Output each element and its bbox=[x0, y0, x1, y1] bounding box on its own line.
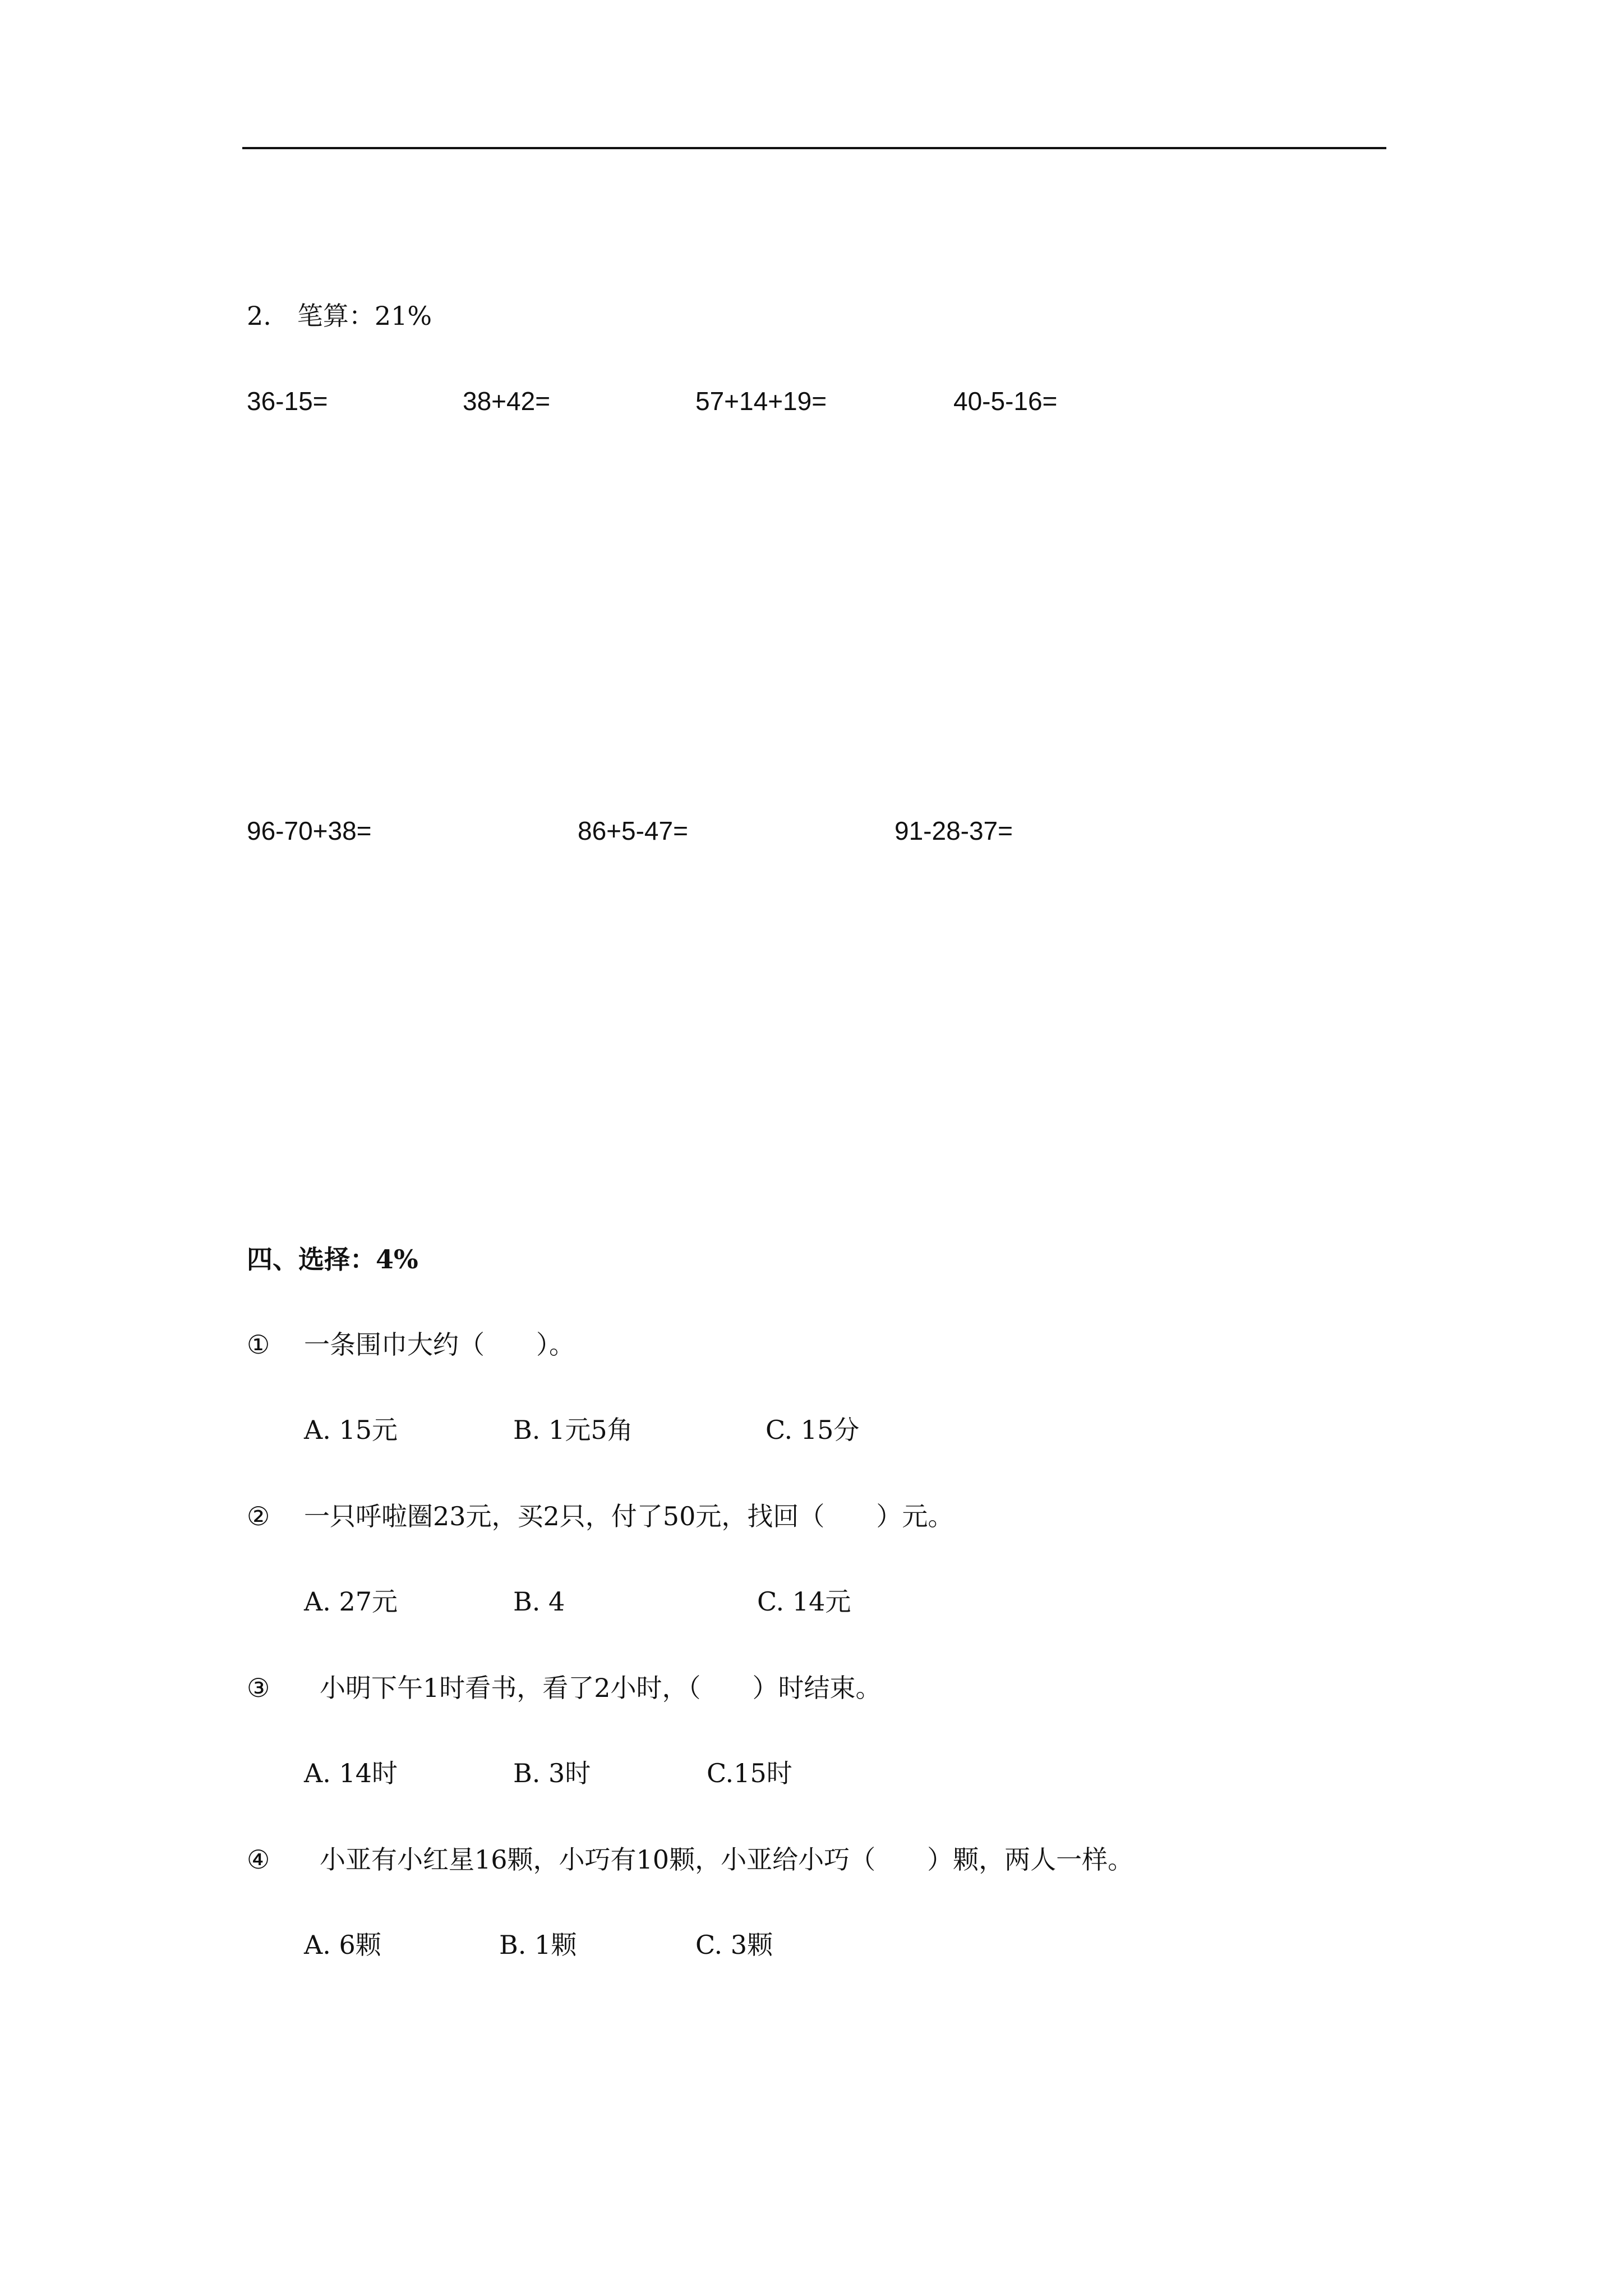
calc-item: 91-28-37= bbox=[895, 816, 1013, 845]
option-a: A. 14时 bbox=[304, 1758, 398, 1788]
header-rule bbox=[242, 147, 1386, 149]
calc-item: 86+5-47= bbox=[578, 816, 688, 845]
option-c: C.15时 bbox=[707, 1758, 792, 1788]
calc-item: 36-15= bbox=[247, 386, 328, 416]
question-marker: ④ bbox=[247, 1844, 270, 1875]
question-text: 小明下午1时看书，看了2小时，（ ）时结束。 bbox=[320, 1673, 882, 1703]
option-a: A. 6颗 bbox=[304, 1930, 381, 1960]
option-b: B. 3时 bbox=[513, 1758, 591, 1788]
question-marker: ② bbox=[247, 1501, 270, 1531]
option-c: C. 15分 bbox=[766, 1415, 860, 1445]
calc-item: 40-5-16= bbox=[953, 386, 1058, 416]
option-c: C. 14元 bbox=[757, 1586, 851, 1617]
question-text: 一条围巾大约（ ）。 bbox=[304, 1329, 575, 1360]
question-text: 一只呼啦圈23元，买2只，付了50元，找回（ ）元。 bbox=[304, 1501, 954, 1531]
section4-title: 四、选择：4% bbox=[247, 1244, 418, 1274]
calc-item: 38+42= bbox=[463, 386, 551, 416]
calc-item: 96-70+38= bbox=[247, 816, 372, 845]
option-b: B. 1元5角 bbox=[513, 1415, 633, 1445]
section2-title: 2. 笔算：21% bbox=[247, 301, 432, 331]
question-marker: ③ bbox=[247, 1673, 270, 1703]
calc-item: 57+14+19= bbox=[695, 386, 827, 416]
option-c: C. 3颗 bbox=[695, 1930, 773, 1960]
question-text: 小亚有小红星16颗，小巧有10颗，小亚给小巧（ ）颗，两人一样。 bbox=[320, 1844, 1134, 1875]
option-b: B. 1颗 bbox=[499, 1930, 577, 1960]
option-b: B. 4 bbox=[513, 1586, 565, 1617]
option-a: A. 15元 bbox=[304, 1415, 398, 1445]
option-a: A. 27元 bbox=[304, 1586, 398, 1617]
question-marker: ① bbox=[247, 1329, 270, 1360]
